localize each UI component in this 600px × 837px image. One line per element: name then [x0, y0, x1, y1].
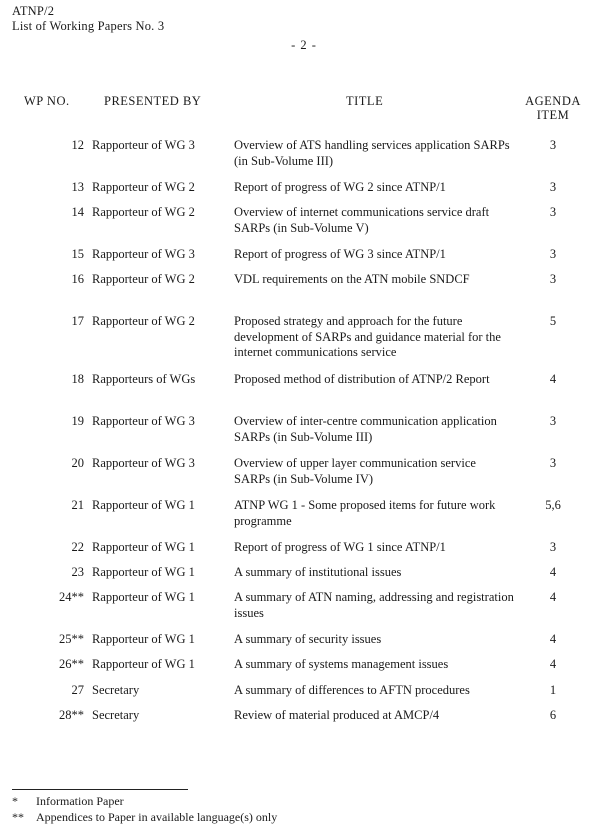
footnote-mark: **	[12, 810, 24, 824]
agenda-item: 4	[549, 590, 557, 604]
presented-by: Rapporteur of WG 1	[92, 632, 195, 646]
table-row	[0, 272, 600, 286]
agenda-item: 3	[549, 540, 557, 554]
wp-number: 26**	[59, 657, 84, 671]
column-header-agenda-item	[520, 94, 586, 122]
paper-title: A summary of ATN naming, addressing and registration issues	[234, 590, 514, 620]
footnote-text: Appendices to Paper in available language(s) only	[36, 810, 278, 824]
table-row	[0, 632, 600, 646]
agenda-item: 5,6	[545, 498, 561, 512]
presented-by: Rapporteur of WG 3	[92, 247, 195, 261]
presented-by: Rapporteur of WG 3	[92, 414, 195, 428]
column-header-presented-by: PRESENTED BY	[104, 94, 202, 108]
paper-title: Overview of ATS handling services application SARPs (in Sub-Volume III)	[234, 138, 510, 168]
agenda-header-line2: ITEM	[536, 108, 570, 122]
paper-title: Overview of upper layer communication service SARPs (in Sub-Volume IV)	[234, 456, 476, 486]
presented-by: Rapporteur of WG 1	[92, 540, 195, 554]
agenda-item: 4	[549, 372, 557, 386]
column-header-title: TITLE	[346, 94, 384, 108]
presented-by: Rapporteur of WG 2	[92, 314, 195, 328]
agenda-item: 6	[549, 708, 557, 722]
table-row	[0, 205, 600, 235]
wp-number: 24**	[59, 590, 84, 604]
presented-by: Rapporteur of WG 2	[92, 205, 195, 219]
paper-title: VDL requirements on the ATN mobile SNDCF	[234, 272, 470, 286]
table-row	[0, 708, 600, 722]
footnote-divider	[12, 789, 188, 790]
wp-number: 15	[71, 247, 84, 261]
table-row	[0, 657, 600, 671]
agenda-item: 3	[549, 138, 557, 152]
presented-by: Rapporteur of WG 2	[92, 272, 195, 286]
footnote-text: Information Paper	[36, 794, 124, 808]
column-header-wp-no: WP NO.	[24, 94, 70, 108]
table-row	[0, 414, 600, 444]
presented-by: Secretary	[92, 708, 140, 722]
paper-title: Overview of internet communications service draft SARPs (in Sub-Volume V)	[234, 205, 490, 235]
presented-by: Rapporteur of WG 3	[92, 456, 195, 470]
table-row	[0, 683, 600, 697]
paper-title: Overview of inter-centre communication application SARPs (in Sub-Volume III)	[234, 414, 497, 444]
table-row	[0, 247, 600, 261]
document-reference: ATNP/2	[12, 4, 55, 18]
agenda-item: 3	[549, 247, 557, 261]
agenda-item: 5	[549, 314, 557, 328]
paper-title: Report of progress of WG 2 since ATNP/1	[234, 180, 446, 194]
agenda-item: 4	[549, 657, 557, 671]
wp-number: 21	[71, 498, 84, 512]
agenda-item: 3	[549, 414, 557, 428]
agenda-item: 4	[549, 632, 557, 646]
table-row	[0, 498, 600, 528]
wp-number: 14	[71, 205, 84, 219]
wp-number: 18	[71, 372, 84, 386]
table-row	[0, 590, 600, 620]
agenda-item: 3	[549, 205, 557, 219]
presented-by: Rapporteur of WG 1	[92, 657, 195, 671]
wp-number: 22	[71, 540, 84, 554]
wp-number: 20	[71, 456, 84, 470]
agenda-item: 4	[549, 565, 557, 579]
table-row	[0, 565, 600, 579]
table-row	[0, 540, 600, 554]
agenda-header-line1: AGENDA	[525, 94, 581, 108]
paper-title: A summary of institutional issues	[234, 565, 402, 579]
table-row	[0, 180, 600, 194]
paper-title: Report of progress of WG 3 since ATNP/1	[234, 247, 446, 261]
wp-number: 13	[71, 180, 84, 194]
agenda-item: 3	[549, 456, 557, 470]
wp-number: 25**	[59, 632, 84, 646]
presented-by: Secretary	[92, 683, 140, 697]
document-subtitle: List of Working Papers No. 3	[12, 19, 165, 33]
paper-title: Proposed strategy and approach for the future development of SARPs and guidance material for the internet communications service	[234, 314, 501, 359]
wp-number: 19	[71, 414, 84, 428]
paper-title: Report of progress of WG 1 since ATNP/1	[234, 540, 446, 554]
wp-number: 17	[71, 314, 84, 328]
agenda-item: 3	[549, 272, 557, 286]
presented-by: Rapporteur of WG 1	[92, 498, 195, 512]
presented-by: Rapporteur of WG 3	[92, 138, 195, 152]
table-row	[0, 372, 600, 386]
presented-by: Rapporteur of WG 2	[92, 180, 195, 194]
wp-number: 27	[71, 683, 84, 697]
presented-by: Rapporteurs of WGs	[92, 372, 196, 386]
presented-by: Rapporteur of WG 1	[92, 590, 195, 604]
agenda-item: 3	[549, 180, 557, 194]
table-row	[0, 314, 600, 359]
table-row	[0, 456, 600, 486]
page-number: - 2 -	[291, 38, 317, 52]
footnote-mark: *	[12, 794, 18, 808]
paper-title: ATNP WG 1 - Some proposed items for future work programme	[234, 498, 496, 528]
paper-title: Proposed method of distribution of ATNP/2 Report	[234, 372, 490, 386]
wp-number: 23	[71, 565, 84, 579]
wp-number: 16	[71, 272, 84, 286]
paper-title: A summary of differences to AFTN procedures	[234, 683, 470, 697]
table-row	[0, 138, 600, 168]
wp-number: 28**	[59, 708, 84, 722]
footnote-appendices	[12, 810, 277, 824]
agenda-item: 1	[549, 683, 557, 697]
footnote-information-paper	[12, 794, 124, 808]
paper-title: Review of material produced at AMCP/4	[234, 708, 440, 722]
wp-number: 12	[71, 138, 84, 152]
paper-title: A summary of systems management issues	[234, 657, 449, 671]
presented-by: Rapporteur of WG 1	[92, 565, 195, 579]
paper-title: A summary of security issues	[234, 632, 382, 646]
